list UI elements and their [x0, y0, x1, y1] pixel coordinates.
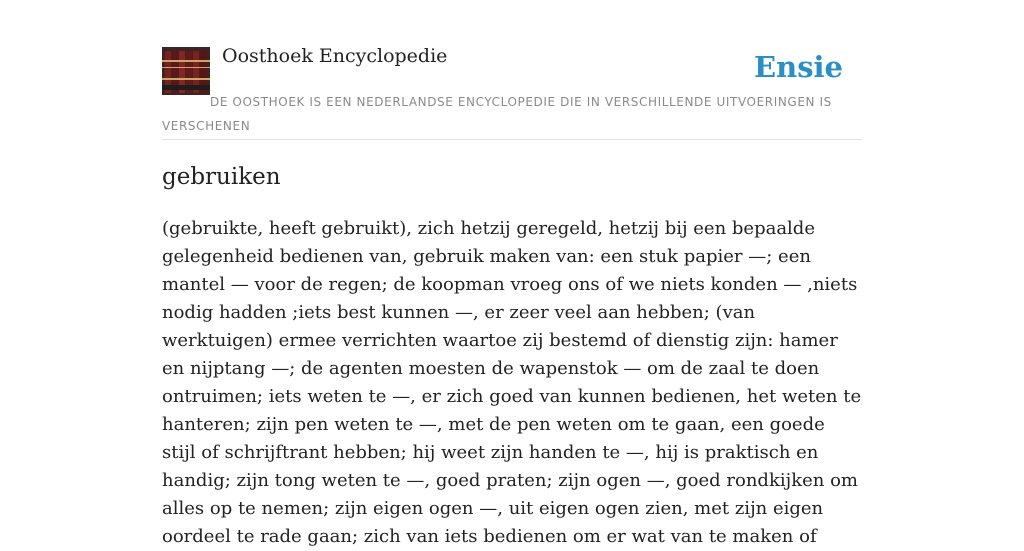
entry-title: gebruiken — [162, 164, 281, 190]
site-tagline: DE OOSTHOEK IS EEN NEDERLANDSE ENCYCLOPEDIE DIE IN VERSCHILLENDE UITVOERINGEN IS VERSCHENEN — [162, 95, 832, 133]
entry-body: (gebruikte, heeft gebruikt), zich hetzij geregeld, hetzij bij een bepaalde gelegenheid bedienen van, gebruik maken van: een stuk papier —; een mantel — voor de regen; de koopman vroeg ons of we niets konden — ,niets nodig hadden ;iets best kunnen —, er zeer veel aan hebben; (van werktuigen) ermee verrichten waartoe zij bestemd of dienstig zijn: hamer en nijptang —; de agenten moesten de wapenstok — om de zaal te doen ontruimen; iets weten te —, er zich goed van kunnen bedienen, het weten te hanteren; zijn pen weten te —, met de pen weten om te gaan, een goede stijl of schrijftrant hebben; hij weet zijn handen te —, hij is praktisch en handig; zijn tong weten te —, goed praten; zijn ogen —, goed rondkijken om alles op te nemen; zijn eigen ogen —, uit eigen ogen zien, met zijn eigen oordeel te rade gaan; zich van iets bedienen om er wat van te maken of — [162, 218, 862, 547]
site-title[interactable]: Oosthoek Encyclopedie — [222, 45, 448, 67]
encyclopedia-avatar[interactable] — [162, 47, 210, 95]
site-header — [162, 0, 862, 140]
content-container — [162, 0, 862, 547]
book-spines-icon — [162, 47, 210, 95]
ensie-logo-link[interactable]: Ensie — [754, 50, 843, 84]
